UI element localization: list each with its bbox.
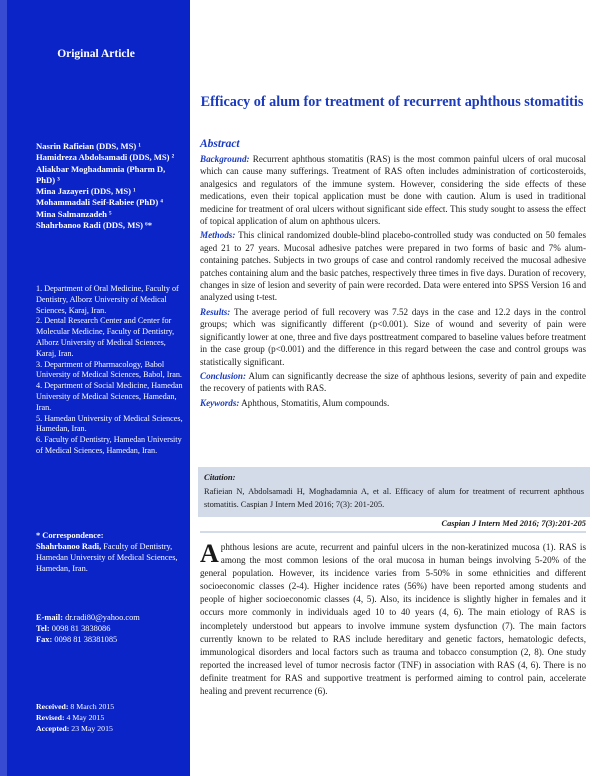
- contact-info: [36, 612, 186, 645]
- journal-reference: Caspian J Intern Med 2016; 7(3):201-205: [441, 519, 586, 528]
- author: Aliakbar Moghadamnia (Pharm D, PhD) ³: [36, 163, 166, 185]
- tel-line: [36, 623, 186, 634]
- keywords-label: Keywords:: [200, 397, 240, 408]
- background-text: Recurrent aphthous stomatitis (RAS) is the most common painful ulcers of oral mucosal which can cause many sufferings. Treatment of RAS often includes administration of corticosteroids, analgesics and regulators of the immune system. However, considering the side effects of these medications, even their topical application must be done with caution. Alum is used in traditional medicine for treatment of oral ulcers without significant side effect. This study sought to assess the effect of topical application of alum on aphthous ulcers.: [200, 154, 586, 227]
- affiliation: 1. Department of Oral Medicine, Faculty of Dentistry, Alborz University of Medical Sciences, Karaj, Iran.: [36, 284, 179, 315]
- citation-heading: Citation:: [204, 472, 236, 482]
- correspondence-heading: * Correspondence:: [36, 531, 104, 540]
- introduction: [200, 541, 586, 698]
- citation-box: [198, 467, 590, 517]
- article-title: Efficacy of alum for treatment of recurrent aphthous stomatitis: [200, 94, 584, 110]
- fax-label: Fax:: [36, 635, 53, 644]
- email-label: E-mail:: [36, 613, 63, 622]
- author: Mina Salmanzadeh ⁵: [36, 208, 112, 219]
- affiliation-list: [36, 284, 186, 457]
- revised-label: Revised:: [36, 713, 65, 722]
- affiliation: 3. Department of Pharmacology, Babol University of Medical Sciences, Babol, Iran.: [36, 359, 182, 380]
- author: Hamidreza Abdolsamadi (DDS, MS) ²: [36, 152, 175, 163]
- affiliation: 4. Department of Social Medicine, Hamedan University of Medical Sciences, Hamedan, Iran.: [36, 381, 183, 412]
- abstract-results: [200, 306, 586, 368]
- affiliation: 5. Hamedan University of Medical Sciences, Hamedan, Iran.: [36, 413, 183, 434]
- keywords-text: Aphthous, Stomatitis, Alum compounds.: [239, 397, 390, 408]
- author: Shahrbanoo Radi (DDS, MS) ⁶*: [36, 220, 152, 231]
- author-list: [36, 141, 186, 231]
- received-line: [36, 701, 186, 712]
- abstract-conclusion: [200, 370, 586, 395]
- drop-cap: A: [200, 539, 219, 568]
- methods-label: Methods:: [200, 230, 236, 241]
- author: Mohammadali Seif-Rabiee (PhD) ⁴: [36, 197, 163, 208]
- sidebar: [0, 0, 190, 776]
- email-link[interactable]: dr.radi80@yahoo.com: [62, 613, 140, 622]
- results-text: The average period of full recovery was 7.52 days in the case and 12.2 days in the control groups; which was significantly different (p<0.001). Size of wound and severity of pain were significantly lower at one, three and five days posttreatment compared to baseline values before treatment in the case group (p<0.001) and the difference in this regard between the case and control groups was statistically significant.: [200, 306, 586, 367]
- revised-date: 4 May 2015: [64, 713, 105, 722]
- accepted-label: Accepted:: [36, 724, 70, 733]
- tel-label: Tel:: [36, 624, 50, 633]
- section-label: Original Article: [57, 48, 135, 60]
- fax-line: [36, 634, 186, 645]
- received-label: Received:: [36, 702, 69, 711]
- correspondence-name: Shahrbanoo Radi,: [36, 542, 102, 551]
- abstract-background: [200, 153, 586, 227]
- abstract-body: [200, 153, 586, 411]
- sidebar-stripe: [0, 0, 7, 776]
- email-line: [36, 612, 186, 623]
- fax-value: 0098 81 38381085: [52, 635, 118, 644]
- accepted-line: [36, 723, 186, 734]
- tel-value: 0098 81 3838086: [49, 624, 111, 633]
- accepted-date: 23 May 2015: [69, 724, 113, 733]
- abstract-methods: [200, 229, 586, 303]
- background-label: Background:: [200, 154, 250, 164]
- correspondence-details: [36, 541, 186, 574]
- methods-text: This clinical randomized double-blind placebo-controlled study was conducted on 50 females aged 21 to 27 years. Mucosal adhesive patches were prepared in two forms of basic and 7% alum-containing patches. Subjects in two groups of case and control randomly received the mucosal adhesive patches containing alum and the basic patches, respectively three times in five days. Duration of recovery, changes in size of lesion and severity of pain were recorded. Data were entered into SPSS Version 16 and analyzed using t-test.: [200, 230, 586, 303]
- affiliation: 2. Dental Research Center and Center for Molecular Medicine, Faculty of Dentistry, Alborz University of Medical Sciences, Karaj, Iran.: [36, 316, 175, 358]
- article-dates: [36, 701, 186, 734]
- revised-line: [36, 712, 186, 723]
- author: Nasrin Rafieian (DDS, MS) ¹: [36, 141, 141, 151]
- section-divider: [200, 531, 586, 533]
- citation-text: Rafieian N, Abdolsamadi H, Moghadamnia A, et al. Efficacy of alum for treatment of recurrent aphthous stomatitis. Caspian J Intern Med 2016; 7(3): 201-205.: [204, 487, 584, 509]
- affiliation: 6. Faculty of Dentistry, Hamedan University of Medical Sciences, Hamedan, Iran.: [36, 435, 182, 455]
- results-label: Results:: [200, 306, 231, 317]
- correspondence-address: Faculty of Dentistry, Hamedan University of Medical Sciences, Hamedan, Iran.: [36, 542, 178, 573]
- conclusion-text: Alum can significantly decrease the size of aphthous lesions, severity of pain and expedite the recovery of patients with RAS.: [200, 370, 586, 394]
- conclusion-label: Conclusion:: [200, 370, 246, 381]
- correspondence: [36, 530, 186, 574]
- introduction-text: phthous lesions are acute, recurrent and painful ulcers in the non-keratinized mucosa (1). RAS is among the most common lesions of the oral mucosa in human beings involving 5-20% of the general population. However, its incidence varies from 5-50% in some ethnicities and different socioeconomic classes (2-4). Higher incidence rates (56%) have been reported among students and people of higher socioeconomic classes (4, 5). Also, its incidence is slightly higher in females and it occurs more commonly in individuals aged 10 to 40 years (4, 6). The main etiology of RAS is incompletely understood but appears to involve immune system dysfunction (7). The main factors currently known to be related to RAS include hereditary and genetic factors, hematologic defects, immunological disorders and local factors such as trauma and tobacco consumption (2, 8). One study reported the increased level of tumor necrosis factor (TNF) in association with RAS (4, 6). There is no definite treatment for RAS and supportive treatment is performed aiming to control pain, accelerate healing and prevent recurrence (6).: [200, 542, 586, 697]
- abstract-keywords: [200, 397, 586, 409]
- author: Mina Jazayeri (DDS, MS) ¹: [36, 186, 136, 197]
- abstract-heading: Abstract: [200, 138, 240, 150]
- received-date: 8 March 2015: [68, 702, 115, 711]
